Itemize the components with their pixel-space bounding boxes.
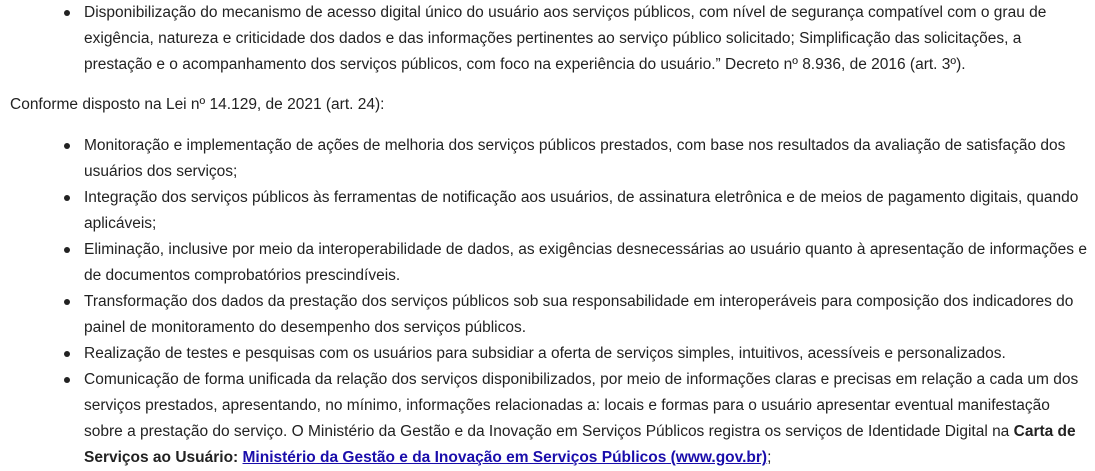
list-item xyxy=(0,237,1095,289)
list-item xyxy=(0,289,1095,341)
bullet-icon xyxy=(64,143,70,149)
list-item xyxy=(0,341,1095,367)
bullet-icon xyxy=(64,247,70,253)
main-bullet-list xyxy=(0,133,1095,471)
carta-servicos-label: Carta de Serviços ao Usuário: xyxy=(84,423,1076,466)
ministerio-link[interactable]: Ministério da Gestão e da Inovação em Serviços Públicos (www.gov.br) xyxy=(242,449,768,466)
bullet-icon xyxy=(64,299,70,305)
list-item-text: Integração dos serviços públicos às ferramentas de notificação aos usuários, de assinatura eletrônica e de meios de pagamento digitais, quando aplicáveis; xyxy=(84,189,1079,232)
list-item-text: Transformação dos dados da prestação dos serviços públicos sob sua responsabilidade em interoperáveis para composição dos indicadores do painel de monitoramento do desempenho dos serviços públicos. xyxy=(84,293,1074,336)
list-item-text: Eliminação, inclusive por meio da interoperabilidade de dados, as exigências desnecessárias ao usuário quanto à apresentação de informações e de documentos comprobatórios prescindíveis. xyxy=(84,241,1087,284)
bullet-icon xyxy=(64,377,70,383)
bullet-icon xyxy=(64,10,70,16)
list-item-text: Disponibilização do mecanismo de acesso digital único do usuário aos serviços públicos, com nível de segurança compatível com o grau de exigência, natureza e criticidade dos dados e das informações pertinentes ao serviço público solicitado; Simplificação das solicitações, a prestação e o acompanhamento dos serviços públicos, com foco na experiência do usuário.” Decreto nº 8.936, de 2016 (art. 3º). xyxy=(84,4,1047,73)
list-item-text: Comunicação de forma unificada da relação dos serviços disponibilizados, por meio de informações claras e precisas em relação a cada um dos serviços prestados, apresentando, no mínimo, informações relacionadas a: locais e formas para o usuário apresentar eventual manifestação sobre a prestação do serviço. O Ministério da Gestão e da Inovação em Serviços Públicos registra os serviços de Identidade Digital na xyxy=(84,371,1079,440)
list-item xyxy=(0,0,1095,78)
intro-paragraph: Conforme disposto na Lei nº 14.129, de 2021 (art. 24): xyxy=(10,96,385,113)
bullet-icon xyxy=(64,351,70,357)
top-bullet-list xyxy=(0,0,1095,78)
list-item xyxy=(0,133,1095,185)
list-item-suffix: ; xyxy=(767,449,772,466)
list-item xyxy=(0,367,1095,471)
list-item xyxy=(0,185,1095,237)
bullet-icon xyxy=(64,195,70,201)
list-item-text: Monitoração e implementação de ações de melhoria dos serviços públicos prestados, com base nos resultados da avaliação de satisfação dos usuários dos serviços; xyxy=(84,137,1066,180)
list-item-text: Realização de testes e pesquisas com os usuários para subsidiar a oferta de serviços simples, intuitivos, acessíveis e personalizados. xyxy=(84,345,1006,362)
